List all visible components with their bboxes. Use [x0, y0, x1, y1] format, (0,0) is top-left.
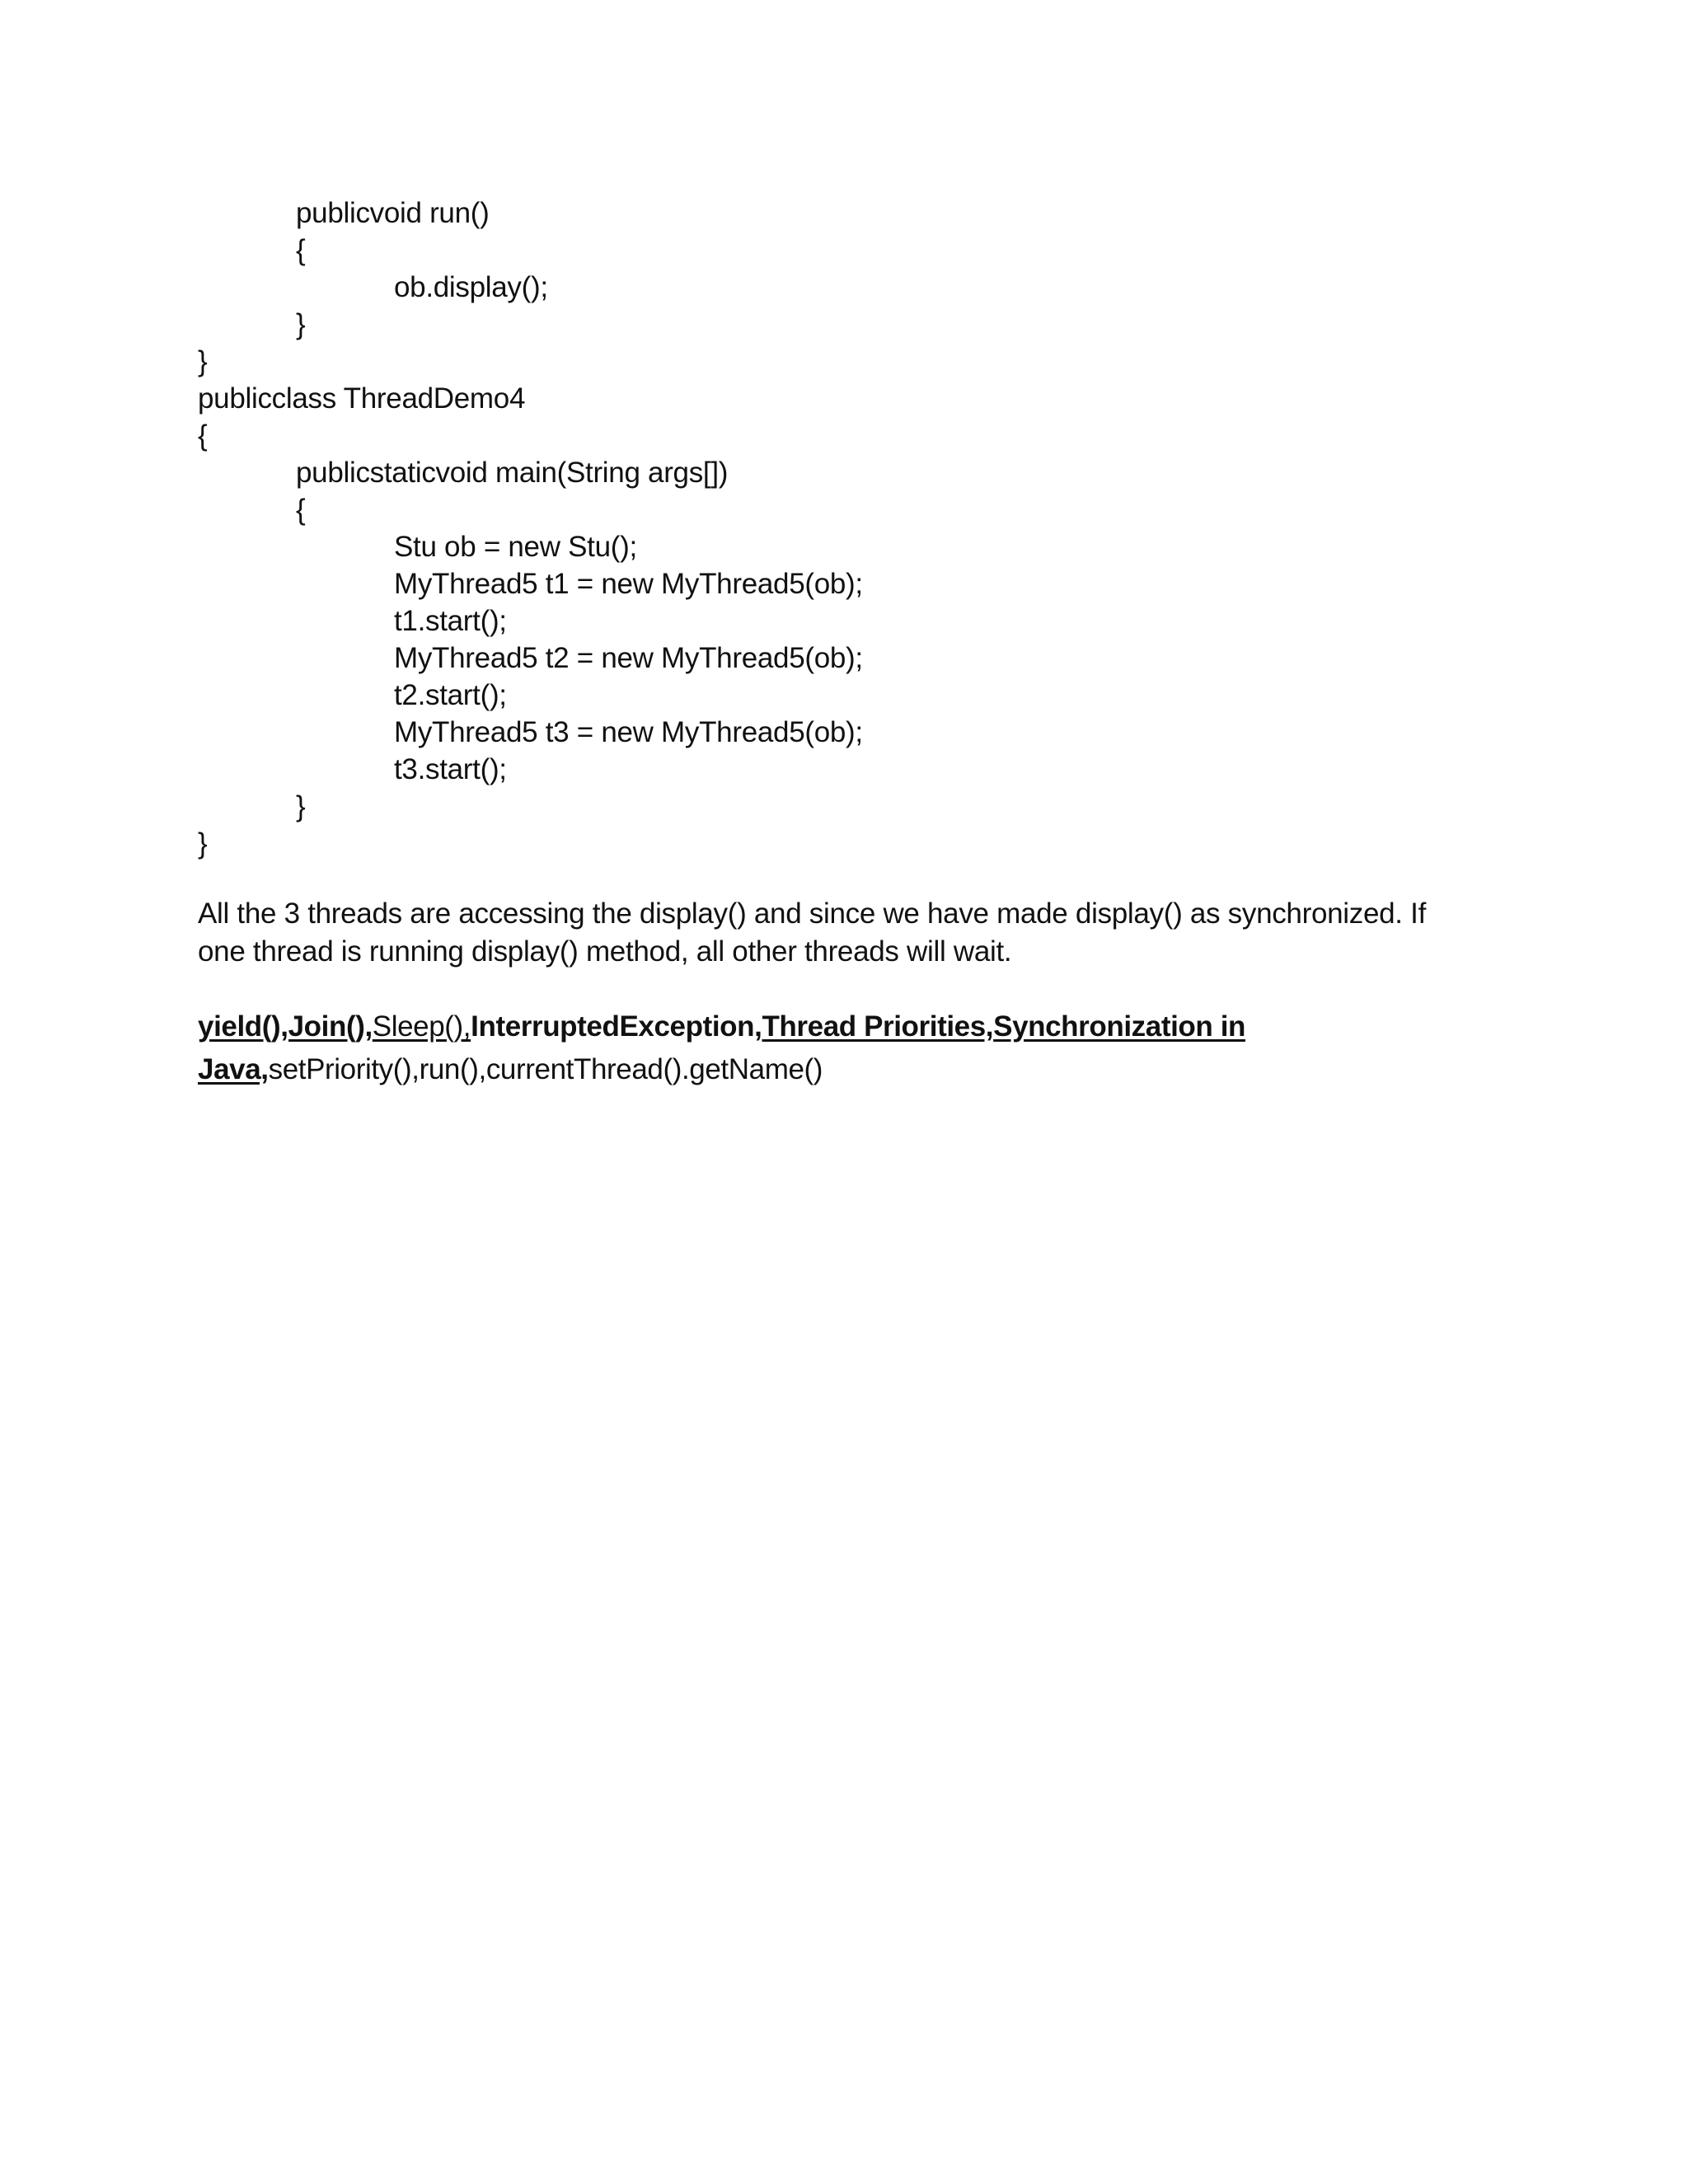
topic-interrupted-exception: InterruptedException, [471, 1010, 762, 1043]
topic-methods-list: setPriority(),run(),currentThread().getName() [268, 1053, 823, 1085]
code-line: t1.start(); [394, 605, 507, 637]
code-line: MyThread5 t3 = new MyThread5(ob); [394, 716, 863, 748]
code-line: ob.display(); [394, 271, 548, 303]
code-line: { [296, 234, 306, 266]
link-sleep[interactable]: Sleep(), [372, 1010, 471, 1043]
code-line: t3.start(); [394, 753, 507, 785]
topic-links [198, 1005, 1467, 1091]
code-line: t2.start(); [394, 679, 507, 711]
link-thread-priorities[interactable]: Thread Priorities, [762, 1010, 994, 1043]
code-line: } [296, 790, 306, 823]
explanation-paragraph: All the 3 threads are accessing the display() and since we have made display() as synchronized. If one thread is running display() method, all other threads will wait. [198, 898, 1426, 968]
code-line: publicstaticvoid main(String args[]) [296, 457, 729, 489]
code-line: Stu ob = new Stu(); [394, 531, 637, 563]
code-line: MyThread5 t1 = new MyThread5(ob); [394, 568, 863, 600]
link-synchronization-in-java[interactable]: Synchronization in Java, [198, 1010, 1245, 1085]
code-line: publicvoid run() [296, 197, 490, 229]
code-line: MyThread5 t2 = new MyThread5(ob); [394, 642, 863, 674]
code-line: } [198, 827, 208, 860]
code-line: publicclass ThreadDemo4 [198, 382, 526, 415]
code-line: { [296, 494, 306, 526]
code-block [198, 194, 1517, 862]
code-line: } [296, 308, 306, 340]
link-yield-join[interactable]: yield(),Join(), [198, 1010, 373, 1043]
code-line: } [198, 345, 208, 377]
code-line: { [198, 419, 208, 452]
